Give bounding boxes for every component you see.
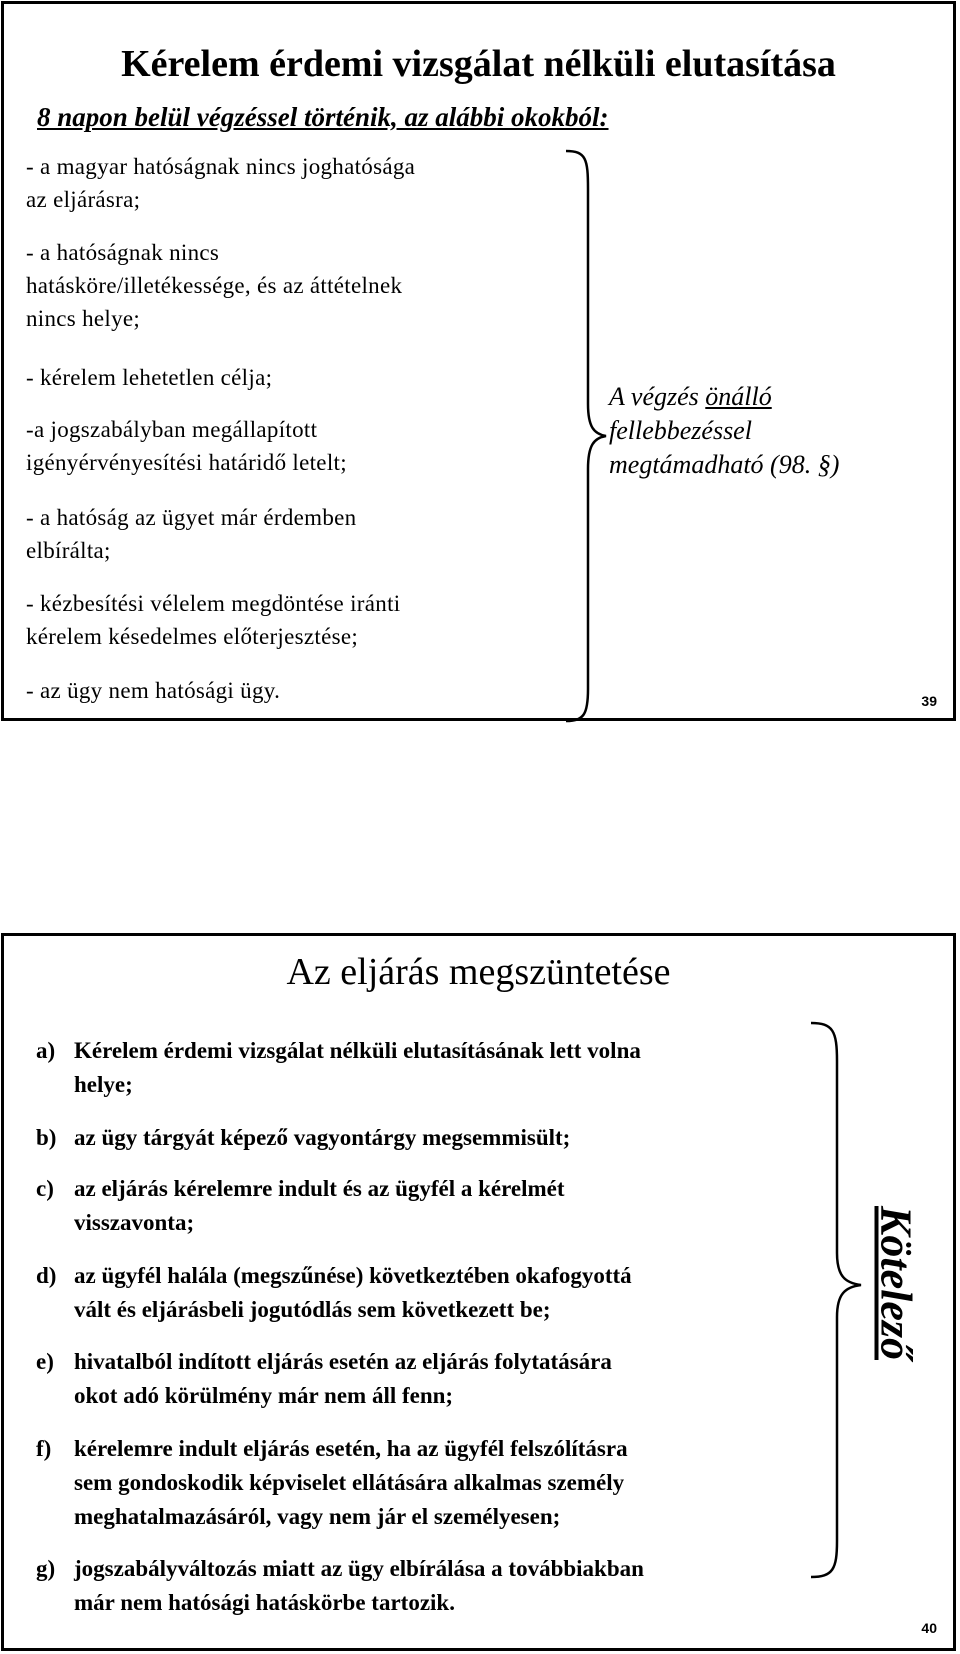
list-item: g) jogszabályváltozás miatt az ügy elbírálása a továbbiakban már nem hatósági hatáskörbe tartozik. [36, 1552, 816, 1620]
list-item: c) az eljárás kérelemre indult és az ügyfél a kérelmét visszavonta; [36, 1172, 816, 1240]
list-item: - az ügy nem hatósági ügy. [26, 678, 281, 703]
slide-subtitle: 8 napon belül végzéssel történik, az alábbi okokból: [37, 102, 609, 132]
slide-39 [1, 1, 956, 721]
list-item: f) kérelemre indult eljárás esetén, ha az ügyfél felszólításra sem gondoskodik képviselet ellátására alkalmas személy meghatalmazásáról, vagy nem jár el személyesen; [36, 1432, 816, 1534]
item-letter: f) [36, 1436, 52, 1461]
item-letter: b) [36, 1125, 57, 1150]
item-letter: c) [36, 1176, 54, 1201]
item-letter: e) [36, 1349, 54, 1374]
conclusion-text: A végzés önálló fellebbezéssel megtámadható (98. §) [609, 382, 840, 479]
list-item: d) az ügyfél halála (megszűnése) következtében okafogyottá vált és eljárásbeli jogutódlás sem következett be; [36, 1259, 816, 1327]
page-number: 39 [921, 693, 937, 709]
list-item: -a jogszabályban megállapított igényérvényesítési határidő letelt; [26, 417, 347, 475]
curly-brace-icon [809, 1021, 869, 1581]
curly-brace-icon [564, 149, 614, 724]
slide-title: Az eljárás megszüntetése [286, 951, 671, 993]
item-letter: a) [36, 1038, 56, 1063]
list-item: - a hatóság az ügyet már érdemben elbírálta; [26, 505, 357, 563]
item-letter: g) [36, 1556, 56, 1581]
page-number: 40 [921, 1620, 937, 1636]
list-item: - a hatóságnak nincs hatásköre/illetékessége, és az áttételnek nincs helye; [26, 240, 403, 331]
list-item: e) hivatalból indított eljárás esetén az eljárás folytatására okot adó körülmény már nem áll fenn; [36, 1345, 816, 1413]
list-item: - kérelem lehetetlen célja; [26, 365, 273, 390]
slide-title: Kérelem érdemi vizsgálat nélküli elutasítása [121, 43, 836, 85]
list-item: b) az ügy tárgyát képező vagyontárgy megsemmisült; [36, 1121, 816, 1155]
list-item: - a magyar hatóságnak nincs joghatósága az eljárásra; [26, 154, 416, 212]
list-item: a) Kérelem érdemi vizsgálat nélküli elutasításának lett volna helye; [36, 1034, 816, 1102]
item-letter: d) [36, 1263, 57, 1288]
list-item: - kézbesítési vélelem megdöntése iránti kérelem késedelmes előterjesztése; [26, 591, 401, 649]
slide-40 [1, 933, 956, 1651]
side-label: Kötelező [871, 1206, 921, 1360]
